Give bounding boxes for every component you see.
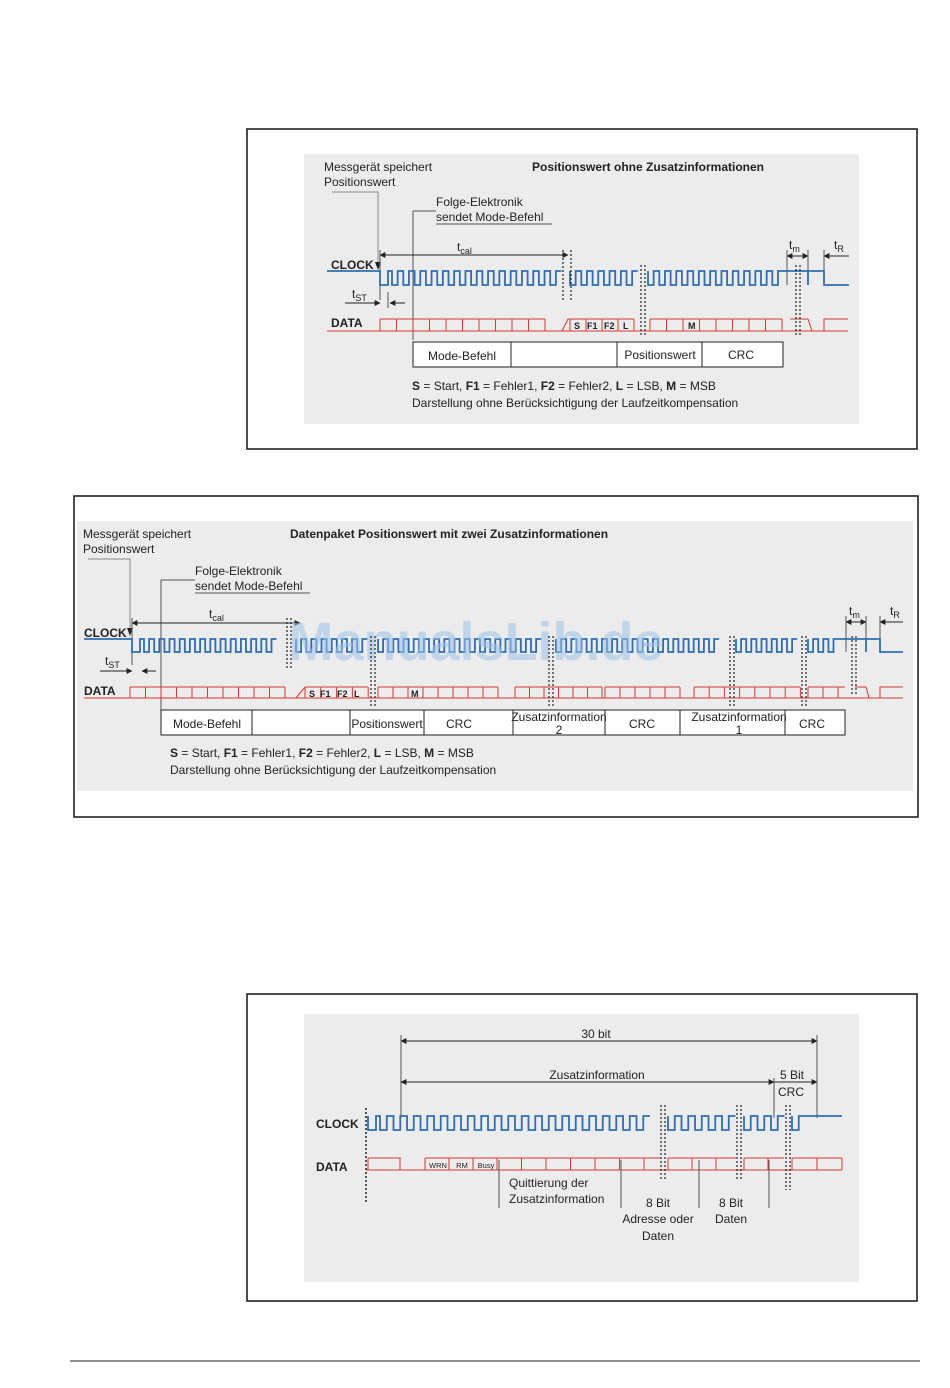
d1-legend-line1: S = Start, F1 = Fehler1, F2 = Fehler2, L = LSB, M = MSB (412, 379, 716, 393)
d2-legend-line2: Darstellung ohne Berücksichtigung der Laufzeitkompensation (170, 763, 497, 777)
d1-bit-l: L (623, 321, 629, 331)
d2-bit-f2: F2 (337, 689, 348, 699)
d3-data-label: DATA (316, 1160, 348, 1174)
d3-30bit-label: 30 bit (581, 1027, 611, 1041)
d2-box-zusatz-1-num: 1 (735, 723, 743, 737)
d1-tr-label: $t_R$ (834, 238, 844, 254)
d2-title: Datenpaket Positionswert mit zwei Zusatzinformationen (290, 527, 609, 541)
d1-box-mode: Mode-Befehl (427, 349, 497, 363)
d2-box-crc-c: CRC (799, 717, 825, 731)
d1-bit-s: S (574, 321, 581, 331)
d1-note-line2: Positionswert (324, 175, 396, 189)
d1-tcal-label: $t_{cal}$ (457, 240, 472, 256)
d3-addr-line3: Daten (641, 1229, 675, 1243)
watermark: ManualsLib.de (288, 612, 664, 672)
d2-box-zusatz-2: Zusatzinformation (511, 710, 607, 724)
d1-follow-line1: Folge-Elektronik (436, 195, 523, 209)
d1-bit-f2: F2 (604, 321, 615, 331)
d2-box-position: Positionswert (351, 717, 423, 731)
d1-box-row (413, 342, 783, 367)
d1-note-line1: Messgerät speichert (324, 160, 433, 174)
d3-crc-line1: 5 Bit (779, 1068, 805, 1082)
d2-tm-label: $t_m$ (849, 604, 860, 620)
d2-clock-label: CLOCK (84, 626, 127, 640)
d1-follow-line2: sendet Mode-Befehl (436, 210, 544, 224)
d3-quit-line2: Zusatzinformation (509, 1192, 605, 1206)
d2-note-line2: Positionswert (83, 542, 155, 556)
d3-crc-line2: CRC (778, 1085, 804, 1099)
d2-tcal-label: $t_{cal}$ (209, 607, 224, 623)
d3-data8-line2: Daten (714, 1212, 748, 1226)
diagram-3-panel (304, 1014, 859, 1282)
d2-bit-f1: F1 (320, 689, 331, 699)
d3-bit-busy: Busy (477, 1161, 495, 1170)
d3-addr-line2: Adresse oder (622, 1212, 694, 1226)
d2-box-mode: Mode-Befehl (172, 717, 242, 731)
diagram-3 (247, 994, 917, 1301)
diagram-1 (247, 129, 917, 449)
d1-box-crc: CRC (728, 348, 754, 362)
d2-bit-m: M (411, 689, 419, 699)
d1-box-position: Positionswert (624, 348, 696, 362)
d2-box-zusatz-1: Zusatzinformation (691, 710, 787, 724)
d1-tm-label: $t_m$ (789, 238, 800, 254)
d1-legend-line2: Darstellung ohne Berücksichtigung der Laufzeitkompensation (412, 396, 739, 410)
d2-tr-label: $t_R$ (890, 604, 900, 620)
d2-box-crc-b: CRC (629, 717, 655, 731)
d2-legend-line1: S = Start, F1 = Fehler1, F2 = Fehler2, L = LSB, M = MSB (170, 746, 474, 760)
d2-box-row (161, 710, 845, 737)
d1-bit-m: M (688, 321, 696, 331)
d2-box-zusatz-2-num: 2 (555, 723, 563, 737)
d3-quit-line1: Quittierung der (509, 1176, 589, 1190)
d1-title: Positionswert ohne Zusatzinformationen (532, 160, 765, 174)
d2-tst-label: $t_{ST}$ (105, 654, 120, 670)
d1-bit-f1: F1 (587, 321, 598, 331)
d3-clock-label: CLOCK (316, 1117, 359, 1131)
d2-follow-line2: sendet Mode-Befehl (195, 579, 303, 593)
diagram-2 (74, 496, 918, 817)
d3-addr-line1: 8 Bit (645, 1196, 671, 1210)
d2-bit-s: S (309, 689, 316, 699)
d3-bit-wrn: WRN (429, 1161, 447, 1170)
d3-data8-line1: 8 Bit (718, 1196, 744, 1210)
d2-box-crc-a: CRC (446, 717, 472, 731)
d2-bit-l: L (354, 689, 360, 699)
d1-clock-label: CLOCK (331, 258, 374, 272)
d2-data-label: DATA (84, 684, 116, 698)
d2-note-line1: Messgerät speichert (83, 527, 192, 541)
d2-follow-line1: Folge-Elektronik (195, 564, 282, 578)
d1-data-label: DATA (331, 316, 363, 330)
d3-bit-rm: RM (456, 1161, 468, 1170)
d1-tst-label: $t_{ST}$ (352, 287, 367, 303)
d3-zusatz-label: Zusatzinformation (549, 1068, 645, 1082)
